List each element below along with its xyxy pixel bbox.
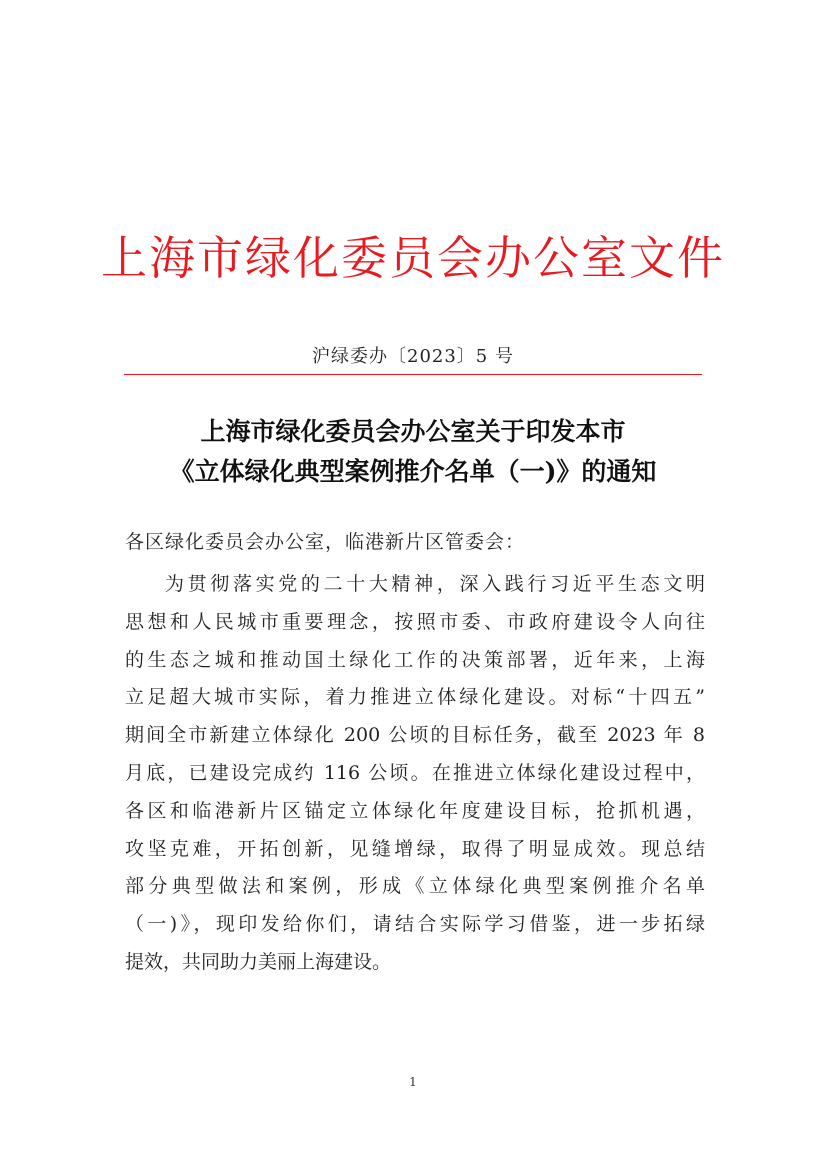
body-line: 立足超大城市实际，着力推进立体绿化建设。对标“十四五” [125, 686, 705, 709]
body-line: 为贯彻落实党的二十大精神，深入践行习近平生态文明 [165, 573, 705, 595]
body-line: 月底，已建设完成约 116 公顷。在推进立体绿化建设过程中， [125, 761, 705, 784]
body-line: （一)》，现印发给你们，请结合实际学习借鉴，进一步拓绿 [125, 913, 705, 936]
body-line: 期间全市新建立体绿化 200 公顷的目标任务，截至 2023 年 8 [125, 724, 705, 747]
body-line: 提效，共同助力美丽上海建设。 [125, 950, 392, 973]
body-paragraph [125, 566, 705, 982]
red-divider-line [124, 374, 702, 375]
body-line: 思想和人民城市重要理念，按照市委、市政府建设令人向往 [125, 610, 705, 633]
salutation: 各区绿化委员会办公室，临港新片区管委会： [125, 531, 526, 553]
body-line: 的生态之城和推动国土绿化工作的决策部署，近年来，上海 [125, 648, 705, 671]
body-line: 攻坚克难，开拓创新，见缝增绿，取得了明显成效。现总结 [125, 837, 705, 860]
body-line: 各区和临港新片区锚定立体绿化年度建设目标，抢抓机遇， [125, 799, 705, 822]
document-title-line-1: 上海市绿化委员会办公室关于印发本市 [200, 417, 626, 446]
document-number: 沪绿委办〔2023〕5 号 [312, 346, 514, 367]
masthead-title: 上海市绿化委员会办公室文件 [101, 231, 725, 285]
page-number: 1 [409, 1075, 417, 1089]
body-line: 部分典型做法和案例，形成《立体绿化典型案例推介名单 [125, 875, 705, 898]
document-title [0, 412, 826, 492]
document-title-line-2: 《立体绿化典型案例推介名单（一)》的通知 [169, 457, 657, 486]
